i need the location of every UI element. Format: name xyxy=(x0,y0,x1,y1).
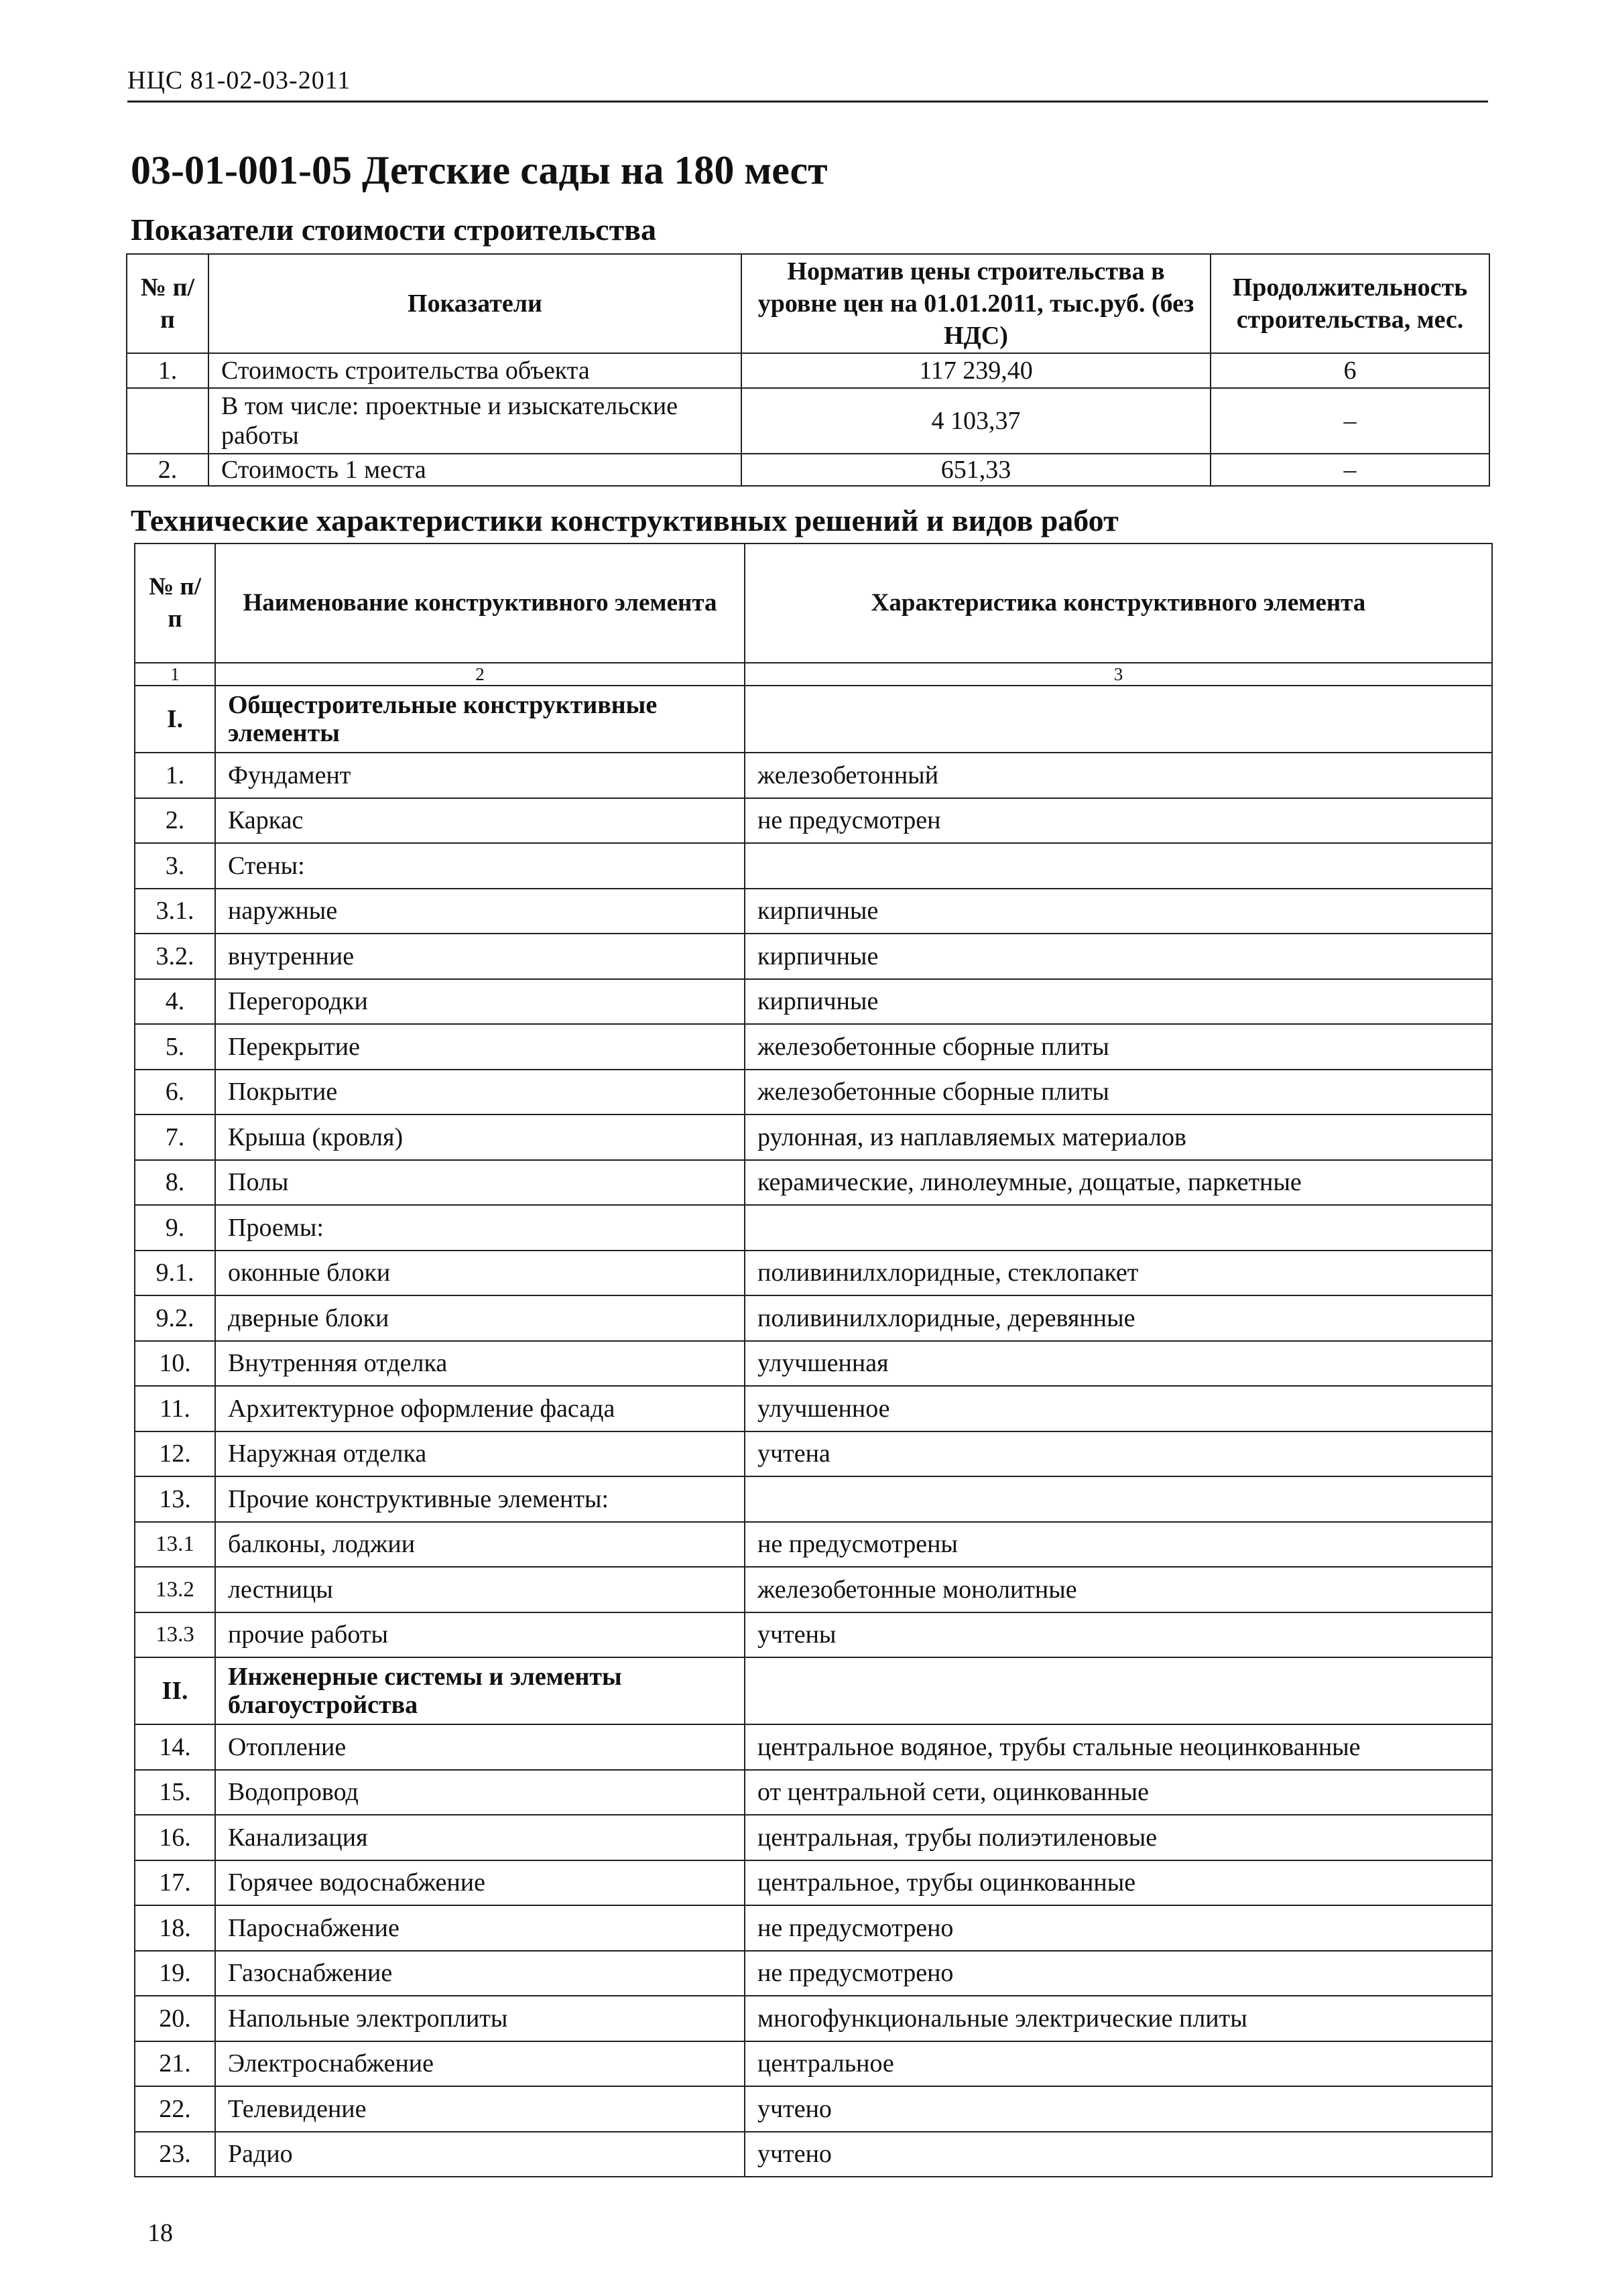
table-row xyxy=(135,1024,1492,1070)
row-characteristic: центральное водяное, трубы стальные неоцинкованные xyxy=(745,1724,1492,1770)
row-characteristic: поливинилхлоридные, стеклопакет xyxy=(745,1251,1492,1296)
row-characteristic: кирпичные xyxy=(745,934,1492,979)
cost-row-num xyxy=(127,388,208,454)
row-name: Пароснабжение xyxy=(215,1905,745,1951)
col-number-3: 3 xyxy=(745,663,1492,686)
row-characteristic: учтено xyxy=(745,2086,1492,2132)
row-name: дверные блоки xyxy=(215,1295,745,1341)
table-row xyxy=(135,1522,1492,1568)
row-name: лестницы xyxy=(215,1567,745,1612)
row-characteristic: улучшенная xyxy=(745,1341,1492,1387)
row-name: Канализация xyxy=(215,1815,745,1860)
row-name: Общестроительные конструктивные элементы xyxy=(215,686,745,753)
row-num: 23. xyxy=(135,2132,215,2177)
row-num: I. xyxy=(135,686,215,753)
row-num: 4. xyxy=(135,979,215,1025)
row-num: 16. xyxy=(135,1815,215,1860)
row-characteristic xyxy=(745,1205,1492,1251)
table-row xyxy=(135,1251,1492,1296)
table-row xyxy=(135,1724,1492,1770)
row-num: 8. xyxy=(135,1160,215,1206)
row-characteristic: центральная, трубы полиэтиленовые xyxy=(745,1815,1492,1860)
row-characteristic: учтены xyxy=(745,1612,1492,1658)
table-row xyxy=(135,1341,1492,1387)
row-characteristic xyxy=(745,843,1492,889)
row-name: Горячее водоснабжение xyxy=(215,1860,745,1906)
row-name: Внутренняя отделка xyxy=(215,1341,745,1387)
section-row xyxy=(135,1657,1492,1724)
row-characteristic: от центральной сети, оцинкованные xyxy=(745,1770,1492,1815)
cost-row-duration: – xyxy=(1211,454,1489,486)
cost-row-name: Стоимость 1 места xyxy=(208,454,741,486)
cost-row-name: В том числе: проектные и изыскательские работы xyxy=(208,388,741,454)
table-row xyxy=(135,1205,1492,1251)
table-row xyxy=(135,1905,1492,1951)
table-row xyxy=(135,1295,1492,1341)
cost-table xyxy=(126,253,1490,487)
row-characteristic: центральное xyxy=(745,2041,1492,2087)
table-row xyxy=(135,934,1492,979)
row-num: 9. xyxy=(135,1205,215,1251)
row-num: 15. xyxy=(135,1770,215,1815)
row-characteristic xyxy=(745,1476,1492,1522)
table-row xyxy=(135,843,1492,889)
section-row xyxy=(135,686,1492,753)
row-characteristic: железобетонные сборные плиты xyxy=(745,1024,1492,1070)
table-row xyxy=(135,1114,1492,1160)
row-num: 5. xyxy=(135,1024,215,1070)
row-num: 7. xyxy=(135,1114,215,1160)
row-name: наружные xyxy=(215,889,745,934)
document-code: НЦС 81-02-03-2011 xyxy=(127,66,351,94)
row-characteristic: железобетонные сборные плиты xyxy=(745,1070,1492,1115)
cost-row-name: Стоимость строительства объекта xyxy=(208,353,741,388)
table-row xyxy=(135,1431,1492,1477)
cost-col-price: Норматив цены строительства в уровне цен на 01.01.2011, тыс.руб. (без НДС) xyxy=(741,254,1211,353)
row-characteristic: поливинилхлоридные, деревянные xyxy=(745,1295,1492,1341)
row-name: Наружная отделка xyxy=(215,1431,745,1477)
table-row xyxy=(135,1612,1492,1658)
row-characteristic: учтено xyxy=(745,2132,1492,2177)
row-characteristic: учтена xyxy=(745,1431,1492,1477)
row-num: 9.2. xyxy=(135,1295,215,1341)
row-name: Радио xyxy=(215,2132,745,2177)
row-name: Архитектурное оформление фасада xyxy=(215,1386,745,1431)
row-characteristic: кирпичные xyxy=(745,979,1492,1025)
row-num: 17. xyxy=(135,1860,215,1906)
row-name: балконы, лоджии xyxy=(215,1522,745,1568)
table-row xyxy=(135,1476,1492,1522)
row-num: 13.1 xyxy=(135,1522,215,1568)
table-row xyxy=(135,1160,1492,1206)
row-name: Прочие конструктивные элементы: xyxy=(215,1476,745,1522)
row-characteristic: керамические, линолеумные, дощатые, паркетные xyxy=(745,1160,1492,1206)
row-name: Полы xyxy=(215,1160,745,1206)
cost-row-price: 4 103,37 xyxy=(741,388,1211,454)
row-num: 11. xyxy=(135,1386,215,1431)
cost-row-duration: 6 xyxy=(1211,353,1489,388)
table-row xyxy=(135,1567,1492,1612)
row-characteristic: железобетонный xyxy=(745,753,1492,798)
row-name: Инженерные системы и элементы благоустройства xyxy=(215,1657,745,1724)
row-name: прочие работы xyxy=(215,1612,745,1658)
row-name: оконные блоки xyxy=(215,1251,745,1296)
tech-col-name: Наименование конструктивного элемента xyxy=(215,544,745,663)
row-characteristic: многофункциональные электрические плиты xyxy=(745,1996,1492,2041)
row-num: 1. xyxy=(135,753,215,798)
row-characteristic: кирпичные xyxy=(745,889,1492,934)
row-name: Перегородки xyxy=(215,979,745,1025)
table-row xyxy=(127,388,1489,454)
row-num: 2. xyxy=(135,798,215,844)
row-name: Отопление xyxy=(215,1724,745,1770)
cost-row-num: 1. xyxy=(127,353,208,388)
row-num: II. xyxy=(135,1657,215,1724)
table-row xyxy=(135,1996,1492,2041)
row-characteristic: не предусмотрен xyxy=(745,798,1492,844)
tech-section-heading: Технические характеристики конструктивных решений и видов работ xyxy=(131,503,1119,537)
row-name: внутренние xyxy=(215,934,745,979)
row-name: Электроснабжение xyxy=(215,2041,745,2087)
row-num: 21. xyxy=(135,2041,215,2087)
row-num: 14. xyxy=(135,1724,215,1770)
table-row xyxy=(127,353,1489,388)
row-characteristic: не предусмотрены xyxy=(745,1522,1492,1568)
table-row xyxy=(135,1860,1492,1906)
table-row xyxy=(135,1815,1492,1860)
col-number-2: 2 xyxy=(215,663,745,686)
row-num: 3. xyxy=(135,843,215,889)
row-name: Каркас xyxy=(215,798,745,844)
row-num: 22. xyxy=(135,2086,215,2132)
row-characteristic: не предусмотрено xyxy=(745,1951,1492,1996)
cost-col-duration: Продолжительность строительства, мес. xyxy=(1211,254,1489,353)
table-row xyxy=(135,798,1492,844)
row-characteristic: рулонная, из наплавляемых материалов xyxy=(745,1114,1492,1160)
table-row xyxy=(135,753,1492,798)
row-characteristic: железобетонные монолитные xyxy=(745,1567,1492,1612)
row-num: 13. xyxy=(135,1476,215,1522)
cost-section-heading: Показатели стоимости строительства xyxy=(131,212,657,247)
row-name: Покрытие xyxy=(215,1070,745,1115)
row-characteristic xyxy=(745,1657,1492,1724)
row-name: Проемы: xyxy=(215,1205,745,1251)
row-characteristic xyxy=(745,686,1492,753)
col-number-1: 1 xyxy=(135,663,215,686)
cost-row-price: 117 239,40 xyxy=(741,353,1211,388)
row-num: 13.2 xyxy=(135,1567,215,1612)
row-num: 12. xyxy=(135,1431,215,1477)
table-row xyxy=(135,2132,1492,2177)
table-row xyxy=(135,889,1492,934)
tech-col-characteristic: Характеристика конструктивного элемента xyxy=(745,544,1492,663)
cost-col-indicator: Показатели xyxy=(208,254,741,353)
row-num: 18. xyxy=(135,1905,215,1951)
cost-row-num: 2. xyxy=(127,454,208,486)
tech-col-num: № п/п xyxy=(135,544,215,663)
row-name: Фундамент xyxy=(215,753,745,798)
row-num: 3.1. xyxy=(135,889,215,934)
cost-col-num: № п/п xyxy=(127,254,208,353)
row-name: Напольные электроплиты xyxy=(215,1996,745,2041)
row-name: Газоснабжение xyxy=(215,1951,745,1996)
table-row xyxy=(135,1386,1492,1431)
row-num: 19. xyxy=(135,1951,215,1996)
row-num: 3.2. xyxy=(135,934,215,979)
cost-row-price: 651,33 xyxy=(741,454,1211,486)
tech-table xyxy=(134,543,1493,2177)
table-row xyxy=(127,454,1489,486)
row-name: Крыша (кровля) xyxy=(215,1114,745,1160)
row-name: Стены: xyxy=(215,843,745,889)
row-name: Перекрытие xyxy=(215,1024,745,1070)
row-num: 10. xyxy=(135,1341,215,1387)
row-characteristic: улучшенное xyxy=(745,1386,1492,1431)
row-num: 20. xyxy=(135,1996,215,2041)
header-rule xyxy=(127,101,1488,103)
row-num: 13.3 xyxy=(135,1612,215,1658)
table-row xyxy=(135,1770,1492,1815)
table-row xyxy=(135,2086,1492,2132)
row-name: Водопровод xyxy=(215,1770,745,1815)
table-row xyxy=(135,2041,1492,2087)
row-characteristic: центральное, трубы оцинкованные xyxy=(745,1860,1492,1906)
row-num: 9.1. xyxy=(135,1251,215,1296)
row-num: 6. xyxy=(135,1070,215,1115)
table-row xyxy=(135,1070,1492,1115)
table-row xyxy=(135,1951,1492,1996)
page-number: 18 xyxy=(147,2219,173,2247)
cost-row-duration: – xyxy=(1211,388,1489,454)
row-characteristic: не предусмотрено xyxy=(745,1905,1492,1951)
row-name: Телевидение xyxy=(215,2086,745,2132)
table-row xyxy=(135,979,1492,1025)
page-title: 03-01-001-05 Детские сады на 180 мест xyxy=(131,148,828,192)
